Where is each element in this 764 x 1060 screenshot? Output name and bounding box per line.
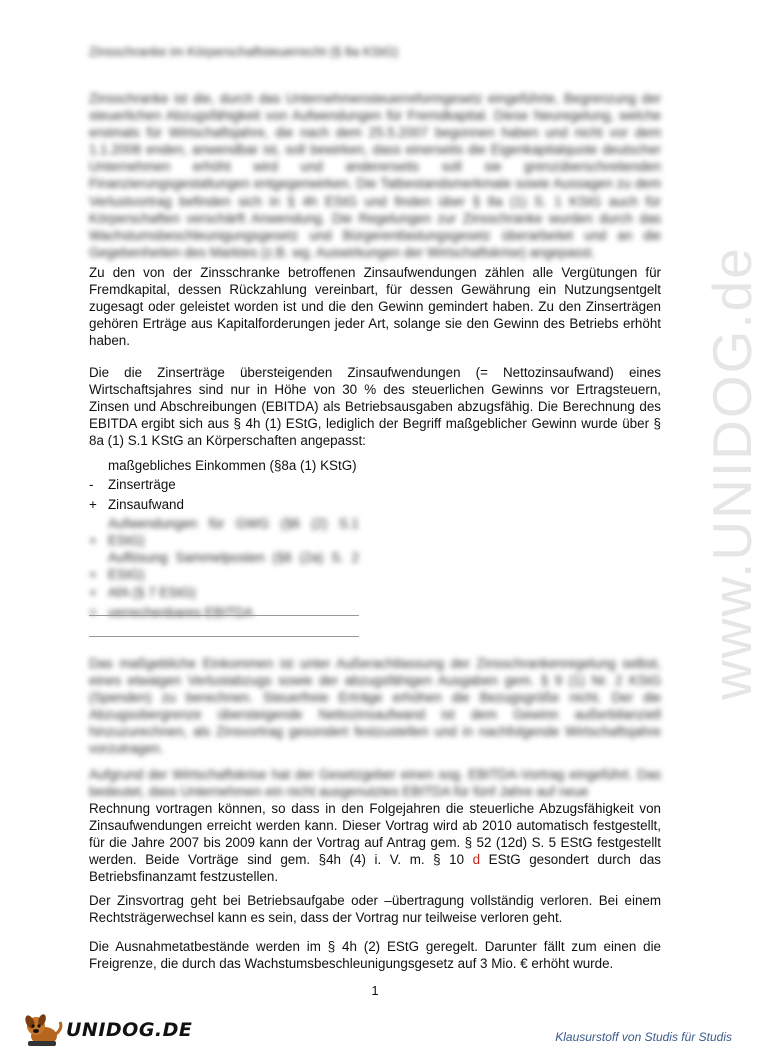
page-number: 1 <box>371 983 379 998</box>
list-item <box>89 515 359 549</box>
paragraph-text <box>89 800 661 885</box>
list-item-sign: - <box>89 477 94 492</box>
paragraph-text: Die Ausnahmetatbestände werden im § 4h (2) EStG geregelt. Darunter fällt zum einen die Freigrenze, die durch das Wachstumsbeschleunigungsgesetz auf 3 Mio. € erhöht wurde. <box>89 939 661 972</box>
list-item-text: Zinserträge <box>108 477 176 492</box>
list-item <box>89 495 359 515</box>
paragraph-text: Aufgrund der Wirtschaftskrise hat der Gesetzgeber einen sog. EBITDA-Vortrag eingeführt. Das bedeutet, dass Unternehmen ein nicht ausgenutztes EBITDA für fünf Jahre auf neue <box>89 767 661 800</box>
list-divider <box>89 636 359 637</box>
list-item-text: Auflösung Sammelposten (§6 (2a) S. 2 EStG) <box>108 550 359 582</box>
list-item-sign: + <box>89 497 97 512</box>
paragraph-exceptions <box>89 938 661 972</box>
intro-text: Zinsschranke ist die, durch das Unternehmensteuerreformgesetz eingeführte, Begrenzung der steuerlichen Abzugsfähigkeit von Aufwendungen für Fremdkapital. Diese Neuregelung, welche erstmals für Wirtschaftsjahre, die nach dem 25.5.2007 begonnen haben und nicht vor dem 1.1.2008 enden, anwendbar ist, soll bewirken, dass einerseits die Eigenkapitalquote deutscher Unternehmen erhöht wird und andererseits soll sie grenzüberschreitenden Finanzierungsgestaltungen entgegenwirken. Die Tatbestandsmerkmale sowie Aussagen zu dem Verlustvortrag befinden sich in § 4h EStG und finden über § 8a (1) S. 1 KStG auch für Körperschaften verschärft Anwendung. Die Regelungen zur Zinsschranke wurden durch das Wachstumsbeschleunigungsgesetz und Bürgerentlastungsgesetz überarbeitet und an die Gegebenheiten des Marktes (z.B. wg. Auswirkungen der Wirtschaftskrise) angepasst. <box>89 91 661 260</box>
list-item <box>89 603 359 623</box>
paragraph-text: Zu den von der Zinsschranke betroffenen Zinsaufwendungen zählen alle Vergütungen für Fremdkapital, dessen Rückzahlung vereinbart, für dessen Gewährung ein Nutzungsentgelt zugesagt oder geleistet worden ist und die den Gewinn gemindert haben. Zu den Zinserträgen gehören Erträge aus Kapitalforderungen jeder Art, solange sie den Gewinn des Betriebs erhöht haben. <box>89 265 661 349</box>
paragraph-text: Der Zinsvortrag geht bei Betriebsaufgabe oder –übertragung vollständig verloren. Bei einem Rechtsträgerwechsel kann es sein, dass der Vortrag nur teilweise verloren geht. <box>89 893 661 926</box>
paragraph-loss-of-carryforward <box>89 892 661 926</box>
list-item-text: AfA (§ 7 EStG) <box>108 585 196 600</box>
list-item-text: Zinsaufwand <box>108 497 184 512</box>
paragraph-ebitda <box>89 364 661 449</box>
paragraph-text: Das maßgebliche Einkommen ist unter Außerachtlassung der Zinsschrankenregelung selbst, eines etwaigen Verlustabzugs sowie der abzugsfähigen Ausgaben gem. § 9 (1) Nr. 2 KStG (Spenden) zu berechnen. Steuerfreie Erträge erhöhen die Bezugsgröße nicht. Der die Abzugsobergrenze übersteigende Nettozinsaufwand ist dem Gewinn außerbilanziell hinzuzurechnen, als Zinsvortrag gesondert festzustellen und in nachfolgende Wirtschaftsjahre vorzutragen. <box>89 656 661 757</box>
watermark: www.UNIDOG.de <box>701 246 763 700</box>
paragraph-ebitda-carryforward <box>89 800 661 885</box>
paragraph-text-part: Rechnung vortragen können, so dass in den Folgejahren die steuerliche Abzugsfähigkeit von Zinsaufwendungen erreicht werden kann. Dieser Vortrag wird ab 2010 automatisch festgestellt, für die Jahre 2007 bis 2009 kann der Vortrag auf Antrag gem. § 52 (12d) S. 5 EStG festgestellt werden. Beide Vorträge sind gem. §4h (4) i. V. m. § 10 <box>89 801 661 868</box>
footer-tagline: Klausurstoff von Studis für Studis <box>555 1030 732 1044</box>
list-divider <box>89 615 359 616</box>
list-item-sign: + <box>89 567 97 582</box>
list-item <box>89 457 359 475</box>
footer-brand: UNIDOG.DE <box>66 1019 193 1041</box>
intro-paragraph <box>89 90 661 261</box>
ebitda-calculation-list <box>89 457 359 623</box>
list-item <box>89 583 359 603</box>
list-item-text: verrechenbares EBITDA <box>108 605 254 620</box>
list-item <box>89 549 359 583</box>
list-item-sign: + <box>89 585 97 600</box>
paragraph-ebitda-carryforward-intro <box>89 766 661 800</box>
paragraph-income <box>89 655 661 758</box>
paragraph-text: Die die Zinserträge übersteigenden Zinsaufwendungen (= Nettozinsaufwand) eines Wirtschaftsjahres sind nur in Höhe von 30 % des steuerlichen Gewinns vor Ertragsteuern, Zinsen und Abschreibungen (EBITDA) als Betriebsausgaben abzugsfähig. Die Berechnung des EBITDA ergibt sich aus § 4h (1) EStG, lediglich der Begriff maßgeblicher Gewinn wurde über § 8a (1) S.1 KStG an Körperschaften angepasst: <box>89 365 661 449</box>
paragraph-interest-expenses <box>89 264 661 349</box>
document-title: Zinsschranke im Körperschaftsteuerrecht (§ 8a KStG) <box>89 44 399 59</box>
list-item-text: maßgebliches Einkommen (§8a (1) KStG) <box>108 458 357 473</box>
paragraph-text-part: EStG gesondert durch das Betriebsfinanzamt festzustellen. <box>89 852 661 885</box>
list-item-sign: + <box>89 533 97 548</box>
highlighted-letter: d <box>472 852 481 868</box>
footer-logo[interactable] <box>22 1012 192 1048</box>
list-item-sign: = <box>89 605 97 620</box>
list-item <box>89 475 359 495</box>
dog-mascot-icon <box>22 1012 64 1048</box>
list-item-text: Aufwendungen für GWG (§6 (2) S.1 EStG) <box>108 516 359 548</box>
